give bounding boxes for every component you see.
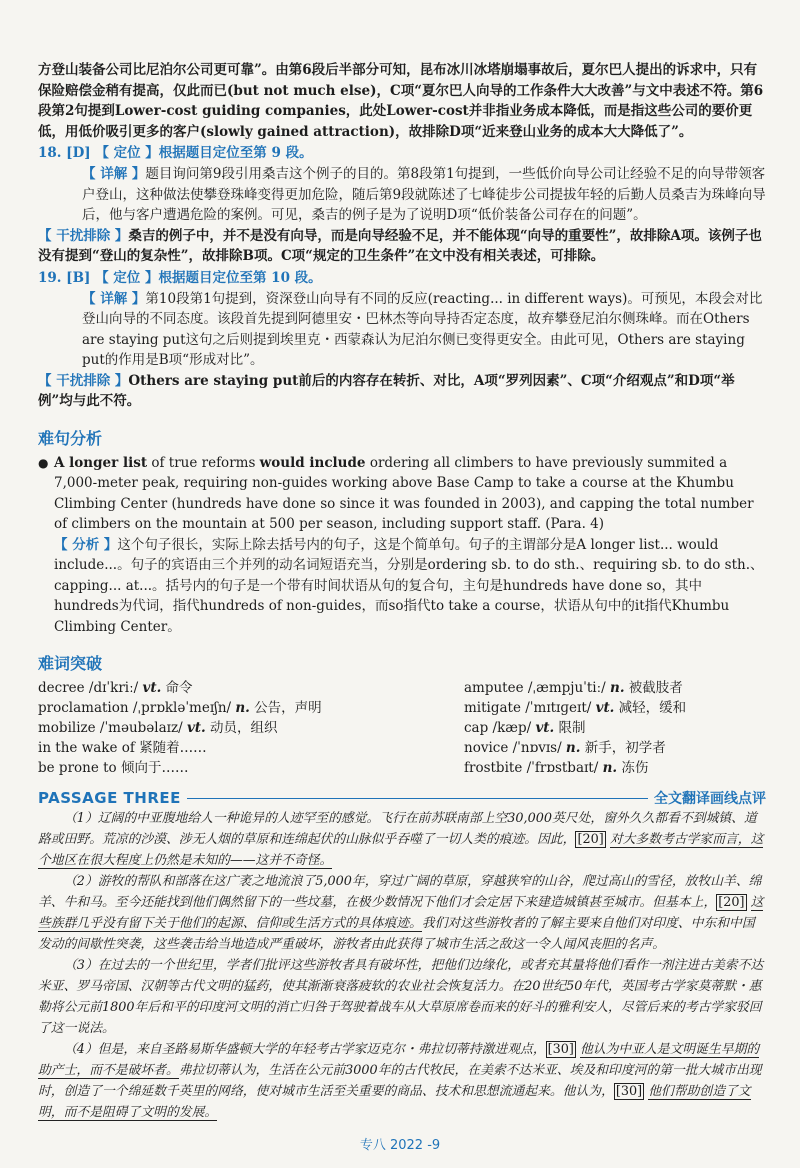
vocab-word: frostbite /ˈfrɒstbaɪt/ xyxy=(464,760,603,776)
q19-interfere xyxy=(38,371,766,412)
translation-paragraph-2 xyxy=(38,871,766,955)
p2-text-rest: 我们对这些游牧者的了解主要来自他们对印度、中东和中国发动的间歇性突袭，这些袭击给当地造成严重破坏，游牧者由此获得了城市生活之敌这一令人闻风丧胆的名声。 xyxy=(38,916,755,952)
difficult-sentence-text xyxy=(54,453,766,535)
p4-text-rest: 弗拉切蒂认为，生活在公元前3000年的古代牧民，在美索不达米亚、埃及和印度河的第一批大城市出现时，创造了一个绵延数千英里的网络，使对城市生活至关重要的商品、技术和思想流通起来。他认为， xyxy=(38,1063,762,1099)
vocab-title: 难词突破 xyxy=(38,654,103,673)
vocab-word: mobilize /ˈməubəlaɪz/ xyxy=(38,720,187,736)
vocab-word: novice /ˈnɒvɪs/ xyxy=(464,740,566,756)
vocab-meaning: 命令 xyxy=(161,680,193,696)
vocab-meaning: 动员，组织 xyxy=(205,720,278,736)
translation-paragraph-4 xyxy=(38,1039,766,1123)
q18-heading xyxy=(38,143,766,164)
sentence-subject: A longer list xyxy=(54,454,148,471)
q19-interfere-text: Others are staying put前后的内容存在转折、对比，A项“罗列因素”、C项“介绍观点”和D项“举例”均与此不符。 xyxy=(38,372,735,409)
p4-question-mark-2: [30] xyxy=(615,1084,643,1099)
vocab-word: in the wake of xyxy=(38,740,140,756)
p1-text: （1）辽阔的中亚腹地给人一种诡异的人迹罕至的感觉。飞行在前苏联南部上空30,000英尺处，窗外久久都看不到城镇、道路或田野。荒凉的沙漠、涉无人烟的草原和连绵起伏的山脉似乎吞噬了一切人类的痕迹。因此， xyxy=(38,811,757,847)
sentence-verb: would include xyxy=(259,454,366,471)
analysis-tag: 【 分析 】 xyxy=(54,536,118,553)
vocab-pos: vt. xyxy=(186,720,206,736)
vocab-word: amputee /ˌæmpjuˈtiː/ xyxy=(464,680,610,696)
q18-detail-tag: 【 详解 】 xyxy=(82,166,146,182)
vocab-meaning: 公告，声明 xyxy=(249,700,322,716)
q18-detail xyxy=(38,164,766,226)
passage-title: PASSAGE THREE xyxy=(38,789,181,807)
vocab-pos: n. xyxy=(565,740,581,756)
vocab-pos: n. xyxy=(235,700,250,716)
vocab-meaning: 紧随着…… xyxy=(139,740,207,756)
p4-text: （4）但是，来自圣路易斯华盛顿大学的年轻考古学家迈克尔・弗拉切蒂持激进观点， xyxy=(64,1042,546,1057)
passage-divider xyxy=(187,798,648,799)
vocab-pos: vt. xyxy=(142,680,162,696)
intro-paragraph: 方登山装备公司比尼泊尔公司更可靠”。由第6段后半部分可知，昆布冰川冰塔崩塌事故后，夏尔巴人提出的诉求中，只有保险赔偿金稍有提高，仅此而已(but not much else)，C项“夏尔巴人向导的工作条件大大改善”与文中表述不符。第6段第2句提到Lower-cost guiding companies，此处Lower-cost并非指业务成本降低，而是指这些公司的要价更低，用低价吸引更多的客户(slowly gained attraction)，故排除D项“近来登山业务的成本大大降低了”。 xyxy=(38,62,764,140)
vocab-meaning: 新手，初学者 xyxy=(580,740,666,756)
page-footer: 专八 2022 -9 xyxy=(359,1138,441,1153)
bullet-icon: ● xyxy=(38,455,49,470)
q18-interfere-text: 桑吉的例子中，并不是没有向导，而是向导经验不足，并不能体现“向导的重要性”，故排除A项。该例子也没有提到“登山的复杂性”，故排除B项。C项“规定的卫生条件”在文中没有相关表述，可排除。 xyxy=(38,227,762,264)
q18-interfere xyxy=(38,226,766,267)
q19-locate: 【 定位 】根据题目定位至第 10 段。 xyxy=(95,269,322,286)
vocab-item xyxy=(464,738,764,758)
difficult-sentence xyxy=(38,453,766,535)
sentence-mid: of true reforms xyxy=(147,454,260,471)
vocab-item xyxy=(38,698,464,718)
vocab-meaning: 倾向于…… xyxy=(120,760,189,776)
vocab-word: mitigate /ˈmɪtɪɡeɪt/ xyxy=(464,700,596,716)
vocab-item xyxy=(464,698,764,718)
vocab-item xyxy=(38,678,464,698)
vocab-list xyxy=(38,678,766,778)
vocab-item xyxy=(464,718,764,738)
q19-interfere-tag: 【 干扰排除 】 xyxy=(38,372,129,389)
vocab-word: cap /kæp/ xyxy=(464,720,536,736)
translation-paragraph-3: （3）在过去的一个世纪里，学者们批评这些游牧者具有破坏性，把他们边缘化，或者充其量将他们看作一剂注进古美索不达米亚、罗马帝国、汉朝等古代文明的猛药，使其渐渐衰落疲软的农业社会恢复活力。在20世纪50年代，英国考古学家莫蒂默・惠勒将公元前1800年后和平的印度河文明的消亡归咎于驾驶着战车从大草原席卷而来的好斗的雅利安人，尽管后来的考古学家驳回了这一说法。 xyxy=(38,958,764,1036)
vocab-item xyxy=(38,758,464,778)
translation-paragraph-1 xyxy=(38,808,766,871)
q19-detail-text: 第10段第1句提到，资深登山向导有不同的反应(reacting... in different ways)。可预见，本段会对比登山向导的不同态度。该段首先提到阿德里安・巴林杰等向导持否定态度，故弃攀登尼泊尔侧珠峰。而在Others are staying put这句之后则提到埃里克・西蒙森认为尼泊尔侧已变得更安全。由此可见，Others are staying put的作用是B项“形成对比”。 xyxy=(82,290,763,368)
q18-number: 18. [D] xyxy=(38,145,91,161)
p2-text: （2）游牧的帮队和部落在这广袤之地流浪了5,000年，穿过广阔的草原，穿越狭窄的山谷，爬过高山的雪径，放牧山羊、绵羊、牛和马。至今还能找到他们偶然留下的一些坟墓，在极少数情况下他们才会定居下来建造城镇甚至城市。但基本上， xyxy=(38,874,762,910)
p2-underlined: 这些族群几乎没有留下关于他们的起源、信仰或生活方式的具体痕迹。 xyxy=(38,895,764,931)
p4-underlined-2: 他们帮助创造了文明，而不是阻碍了文明的发展。 xyxy=(38,1084,751,1120)
p4-underlined: 他认为中亚人是文明诞生早期的助产士，而不是破坏者。 xyxy=(38,1042,760,1078)
vocab-pos: n. xyxy=(610,680,625,696)
q19-number: 19. [B] xyxy=(38,269,91,286)
q19-heading xyxy=(38,268,766,289)
page-body xyxy=(38,60,766,1123)
vocab-item xyxy=(464,758,764,778)
difficult-sentence-title: 难句分析 xyxy=(38,428,103,448)
vocab-item xyxy=(464,678,764,698)
p2-question-mark: [20] xyxy=(718,895,745,910)
vocab-meaning: 被截肢者 xyxy=(624,680,683,696)
vocab-pos: vt. xyxy=(535,720,555,736)
vocab-pos: n. xyxy=(602,760,618,776)
passage-header xyxy=(38,788,766,808)
vocab-word: be prone to xyxy=(38,760,121,776)
analysis-paragraph xyxy=(38,535,766,638)
sentence-rest: ordering all climbers to have previously summited a 7,000-meter peak, requiring non-guides working above Base Camp to take a course at the Khumbu Climbing Center (hundreds have done so since it was founded in 2003), and capping the total number of climbers on the mountain at 500 per season, including support staff. (Para. 4) xyxy=(54,454,754,532)
p1-underlined: 对大多数考古学家而言，这个地区在很大程度上仍然是未知的——这并不奇怪。 xyxy=(38,832,764,868)
vocab-item xyxy=(38,738,464,758)
vocab-meaning: 减轻，缓和 xyxy=(614,700,687,716)
q18-interfere-tag: 【 干扰排除 】 xyxy=(38,227,129,244)
vocab-meaning: 冻伤 xyxy=(617,760,649,776)
vocab-word: decree /dɪˈkriː/ xyxy=(38,680,143,696)
q19-detail-tag: 【 详解 】 xyxy=(82,290,146,307)
q19-detail xyxy=(38,289,766,371)
vocab-pos: vt. xyxy=(595,700,615,716)
analysis-text: 这个句子很长，实际上除去括号内的句子，这是个简单句。句子的主谓部分是A longer list... would include...。句子的宾语由三个并列的动名词短语充当，分别是ordering sb. to do sth.、requiring sb. to do sth.、capping... at...。括号内的句子是一个带有时间状语从句的复合句，主句是hundreds have done so，其中hundreds为代词，指代hundreds of non-guides，而so指代to take a course，状语从句中的it指代Khumbu Climbing Center。 xyxy=(54,536,764,635)
p4-question-mark: [30] xyxy=(547,1042,574,1057)
vocab-meaning: 限制 xyxy=(554,720,586,736)
q18-detail-text: 题目询问第9段引用桑吉这个例子的目的。第8段第1句提到，一些低价向导公司让经验不足的向导带领客户登山，这种做法使攀登珠峰变得更加危险，随后第9段就陈述了七峰徒步公司提拔年轻的后勤人员桑吉为珠峰向导后，他与客户遭遇危险的案例。可见，桑吉的例子是为了说明D项“低价装备公司存在的问题”。 xyxy=(82,166,766,223)
vocab-word: proclamation /ˌprɒkləˈmeɪʃn/ xyxy=(38,700,236,716)
passage-subtitle: 全文翻译画线点评 xyxy=(654,791,766,807)
vocab-item xyxy=(38,718,464,738)
q18-locate: 【 定位 】根据题目定位至第 9 段。 xyxy=(95,145,313,161)
p1-question-mark: [20] xyxy=(577,832,604,847)
